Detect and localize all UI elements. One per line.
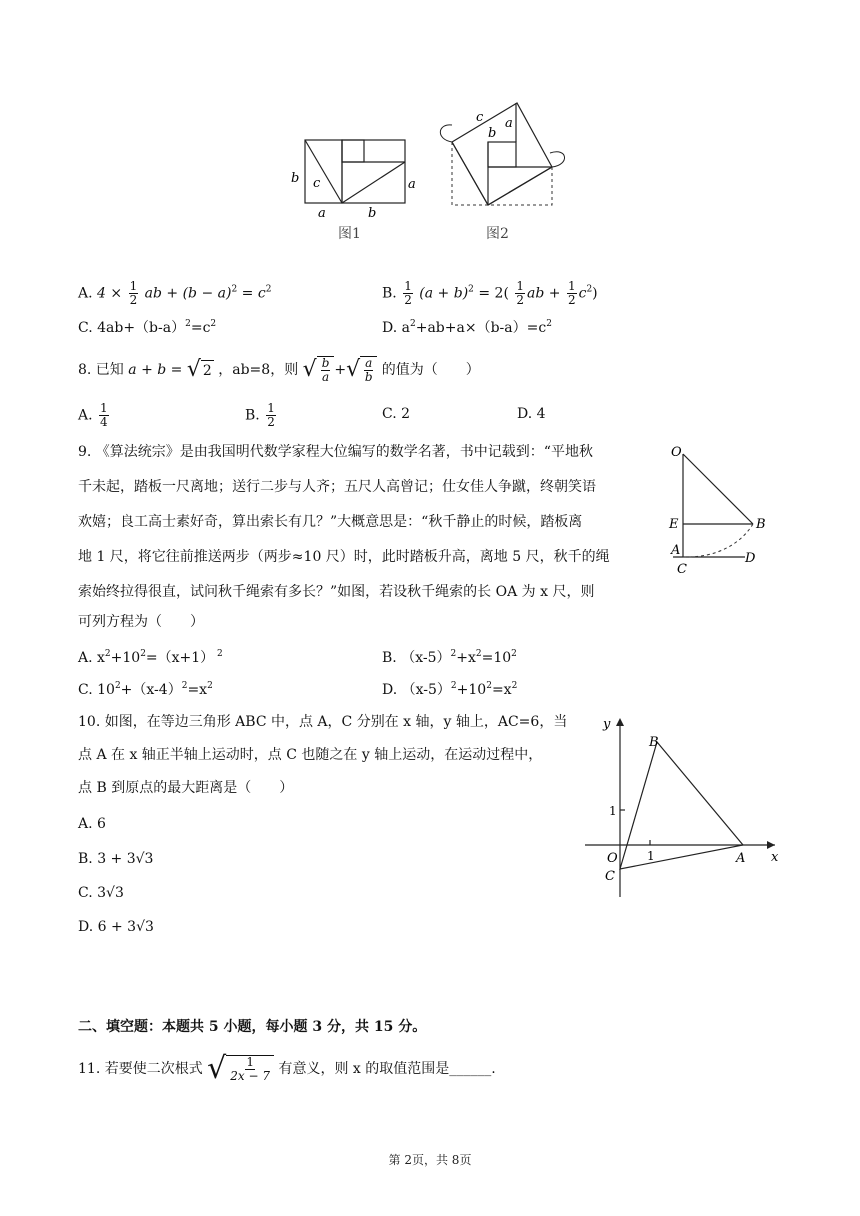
q9-label-a: A [671, 543, 681, 558]
q10-line-1: 10. 如图，在等边三角形 ABC 中，点 A，C 分别在 x 轴，y 轴上，AC=6，当 [78, 714, 568, 730]
fig2-label-a: a [505, 116, 513, 131]
q9-line-1: 9. 《算法统宗》是由我国明代数学家程大位编写的数学名著，书中记载到：“平地秋 [78, 444, 593, 460]
q9-line-6: 可列方程为（ ） [78, 614, 204, 630]
q9-label-e: E [669, 517, 679, 532]
q9-line-2: 千未起，踏板一尺离地；送行二步与人齐；五尺人高曾记；仕女佳人争蹴，终朝笑语 [78, 479, 596, 495]
q7-option-d[interactable]: D. $a^2+ab+a\times(b-a)=c^2$ [382, 319, 552, 336]
fig2-caption: 图2 [486, 226, 509, 242]
q10-line-3: 点 B 到原点的最大距离是（ ） [78, 780, 294, 796]
q9-option-d[interactable]: D. $(x-5)^2+10^2=x^2$ [382, 681, 518, 698]
q10-label-c: C [605, 869, 615, 884]
section-2-heading: 二、填空题：本题共 5 小题，每小题 3 分，共 15 分。 [78, 1019, 427, 1035]
q8-question: 8. 已知 a + b = √ 2 ，ab=8，则 √ $\frac{b}{a}$ + √ $\frac{a}{b}$ 的值为（ ） [78, 356, 480, 384]
q9-label-b: B [756, 517, 766, 532]
q8-option-b[interactable]: B. $\frac{1}{2}$ [245, 401, 275, 429]
fig1-caption: 图1 [338, 226, 361, 242]
q10-label-o: O [607, 851, 618, 866]
q10-option-b[interactable]: B. 3 + 3√3 [78, 851, 154, 867]
q10-label-x: x [771, 850, 779, 865]
q10-option-a[interactable]: A. 6 [78, 816, 106, 832]
page-footer: 第 2页，共 8页 [388, 1153, 472, 1167]
fig2-label-c: c [476, 110, 484, 125]
q10-option-d[interactable]: D. 6 + 3√3 [78, 919, 154, 935]
q7-option-a[interactable]: A. 4 × $\frac{1}{2}$ ab + $(b - a)^2 = c^2$ [78, 279, 272, 307]
fig1-label-b: b [291, 171, 300, 186]
q7-option-c[interactable]: C. $4ab+(b-a)^2=c^2$ [78, 319, 217, 336]
figure-2 [430, 95, 575, 245]
q10-label-y: y [603, 717, 611, 732]
q9-line-5: 索始终拉得很直，试问秋千绳索有多长？”如图，若设秋千绳索的长 OA 为 x 尺，则 [78, 584, 595, 600]
q8-option-a[interactable]: A. $\frac{1}{4}$ [78, 401, 108, 429]
q9-line-4: 地 1 尺，将它往前推送两步（两步≈10 尺）时，此时踏板升高，离地 5 尺，秋千的绳 [78, 549, 610, 565]
q9-option-c[interactable]: C. $10^2+(x-4)^2=x^2$ [78, 681, 213, 698]
q9-label-o: O [671, 445, 682, 460]
q11-question: 11. 若要使二次根式 √ $\frac{1}{2x - 7}$ 有意义，则 x 的取值范围是______. [78, 1051, 496, 1086]
fig2-label-b: b [488, 126, 497, 141]
q10-line-2: 点 A 在 x 轴正半轴上运动时，点 C 也随之在 y 轴上运动，在运动过程中， [78, 747, 543, 763]
q9-option-b[interactable]: B. $(x-5)^2+x^2=10^2$ [382, 649, 517, 666]
q9-option-a[interactable]: A. $x^2+10^2=(x+1)$ $^2$ [78, 649, 223, 666]
q10-label-b: B [649, 735, 659, 750]
q8-option-d[interactable]: D. 4 [517, 406, 546, 422]
q10-tick-1-y: 1 [609, 804, 617, 818]
fig1-label-c: c [313, 176, 321, 191]
q8-option-c[interactable]: C. 2 [382, 406, 411, 422]
q10-figure [585, 712, 785, 902]
q10-label-a: A [736, 851, 746, 866]
q9-line-3: 欢嬉；良工高士素好奇，算出索长有几？”大概意思是：“秋千静止的时候，踏板离 [78, 514, 583, 530]
fig1-label-a-right: a [408, 177, 416, 192]
q10-tick-1-x: 1 [647, 849, 655, 863]
q9-label-c: C [677, 562, 687, 577]
q7-option-b[interactable]: B. $\frac{1}{2}$ $(a + b)^2 = 2$( $\frac{1}{2}$ ab + $\frac{1}{2}$ $c^2$) [382, 279, 598, 307]
q9-label-d: D [745, 551, 756, 566]
q10-option-c[interactable]: C. 3√3 [78, 885, 124, 901]
fig1-label-b-bottom: b [368, 206, 377, 221]
q9-figure [665, 440, 785, 580]
figure-1 [280, 95, 420, 245]
fig1-label-a-bottom: a [318, 206, 326, 221]
